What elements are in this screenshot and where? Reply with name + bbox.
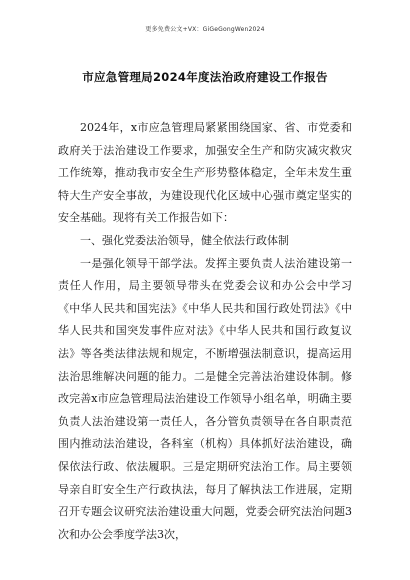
section-heading: 一、强化党委法治领导，健全依法行政体制 bbox=[80, 233, 289, 247]
paragraph-intro: 2024年，x市应急管理局紧紧围绕国家、省、市党委和政府关于法治建设工作要求，加强安全生产和防灾减灾救灾工作统筹，推动我市安全生产形势整体稳定，全年未发生重特大生产安全事故，为建设现代化区域中心强市奠定坚实的安全基础。现将有关工作报告如下： bbox=[58, 121, 352, 225]
header-note: 更多免费公文+VX：GiGeGongWen2024 bbox=[145, 26, 265, 33]
document-title: 市应急管理局2024年度法治政府建设工作报告 bbox=[82, 70, 328, 84]
document-body bbox=[58, 117, 352, 546]
paragraph-section-one: 一是强化领导干部学法。发挥主要负责人法治建设第一责任人作用，局主要领导带头在党委会议和办公会中学习《中华人民共和国宪法》《中华人民共和国行政处罚法》《中华人民共和国突发事件应对法》《中华人民共和国行政复议法》等各类法律法规和规定，不断增强法制意识，提高运用法治思维解决问题的能力。二是健全完善法治建设体制。修改完善x市应急管理局法治建设工作领导小组名单，明确主要负责人法治建设第一责任人，各分管负责领导在各自职责范围内推动法治建设，各科室（机构）具体抓好法治建设，确保依法行政、依法履职。三是定期研究法治工作。局主要领导亲自盯安全生产行政执法，每月了解执法工作进展，定期召开专题会议研究法治建设重大问题，党委会研究法治问题3次和办公会季度学法3次， bbox=[58, 256, 352, 541]
